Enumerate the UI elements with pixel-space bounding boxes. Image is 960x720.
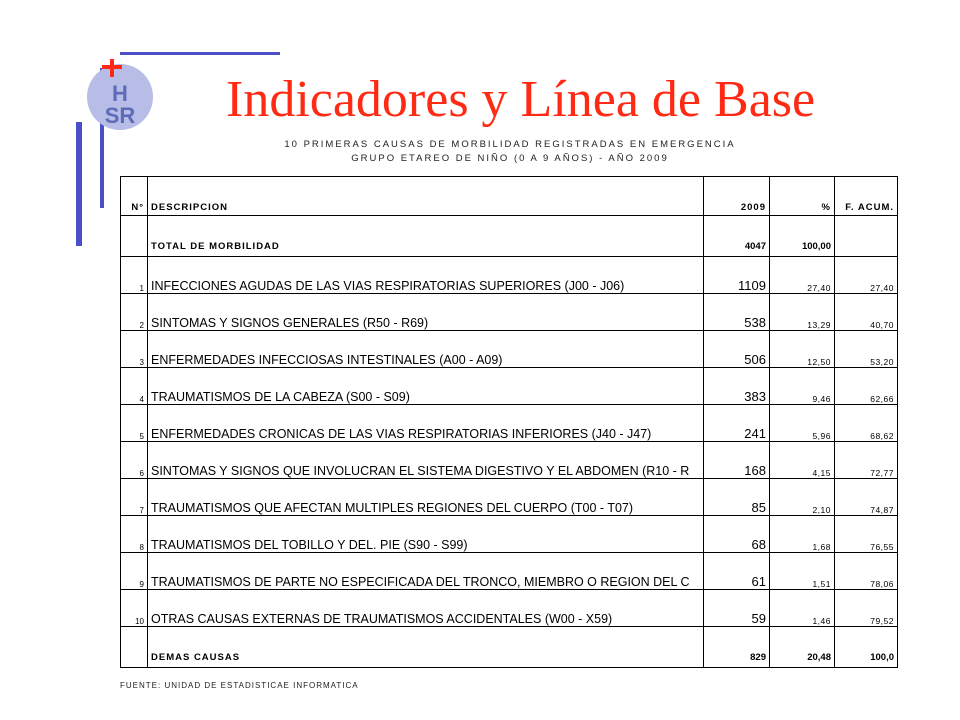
row-2009: 68 xyxy=(704,516,770,553)
row-description: OTRAS CAUSAS EXTERNAS DE TRAUMATISMOS ACCIDENTALES (W00 - X59) xyxy=(148,590,704,627)
hospital-logo xyxy=(82,55,158,131)
total-2009: 4047 xyxy=(704,216,770,257)
row-description: ENFERMEDADES CRONICAS DE LAS VIAS RESPIRATORIAS INFERIORES (J40 - J47) xyxy=(148,405,704,442)
row-accum: 62,66 xyxy=(835,368,898,405)
source-footer: FUENTE: UNIDAD DE ESTADISTICAE INFORMATICA xyxy=(120,681,359,690)
row-description: ENFERMEDADES INFECCIOSAS INTESTINALES (A00 - A09) xyxy=(148,331,704,368)
row-description: TRAUMATISMOS DE PARTE NO ESPECIFICADA DEL TRONCO, MIEMBRO O REGION DEL C xyxy=(148,553,704,590)
row-2009: 168 xyxy=(704,442,770,479)
decorative-vertical-bar xyxy=(76,122,82,246)
table-row xyxy=(121,479,898,516)
row-description: INFECCIONES AGUDAS DE LAS VIAS RESPIRATORIAS SUPERIORES (J00 - J06) xyxy=(148,257,704,294)
row-2009: 85 xyxy=(704,479,770,516)
row-n: 5 xyxy=(121,405,148,442)
total-percent: 100,00 xyxy=(770,216,835,257)
table-row xyxy=(121,553,898,590)
row-percent: 5,96 xyxy=(770,405,835,442)
row-percent: 1,68 xyxy=(770,516,835,553)
row-2009: 1109 xyxy=(704,257,770,294)
row-description: TRAUMATISMOS DE LA CABEZA (S00 - S09) xyxy=(148,368,704,405)
demas-causas-row xyxy=(121,627,898,668)
row-2009: 383 xyxy=(704,368,770,405)
table-subtitle-line2: GRUPO ETAREO DE NIÑO (0 A 9 AÑOS) - AÑO 2009 xyxy=(351,153,669,164)
table-row xyxy=(121,331,898,368)
row-percent: 1,51 xyxy=(770,553,835,590)
demas-n xyxy=(121,627,148,668)
header-description: DESCRIPCION xyxy=(148,177,704,216)
row-percent: 4,15 xyxy=(770,442,835,479)
demas-2009: 829 xyxy=(704,627,770,668)
row-description: SINTOMAS Y SIGNOS QUE INVOLUCRAN EL SISTEMA DIGESTIVO Y EL ABDOMEN (R10 - R xyxy=(148,442,704,479)
table-row xyxy=(121,257,898,294)
row-description: TRAUMATISMOS DEL TOBILLO Y DEL. PIE (S90 - S99) xyxy=(148,516,704,553)
header-accum: F. ACUM. xyxy=(835,177,898,216)
header-n: N° xyxy=(121,177,148,216)
row-description: TRAUMATISMOS QUE AFECTAN MULTIPLES REGIONES DEL CUERPO (T00 - T07) xyxy=(148,479,704,516)
row-n: 3 xyxy=(121,331,148,368)
header-2009: 2009 xyxy=(704,177,770,216)
row-n: 7 xyxy=(121,479,148,516)
table-subtitle-line1: 10 PRIMERAS CAUSAS DE MORBILIDAD REGISTRADAS EN EMERGENCIA xyxy=(284,139,736,150)
row-accum: 72,77 xyxy=(835,442,898,479)
table-header-row xyxy=(121,177,898,216)
table-row xyxy=(121,294,898,331)
header-percent: % xyxy=(770,177,835,216)
total-accum xyxy=(835,216,898,257)
table-row xyxy=(121,442,898,479)
row-percent: 1,46 xyxy=(770,590,835,627)
row-2009: 61 xyxy=(704,553,770,590)
total-description: TOTAL DE MORBILIDAD xyxy=(148,216,704,257)
row-n: 10 xyxy=(121,590,148,627)
row-2009: 241 xyxy=(704,405,770,442)
row-2009: 538 xyxy=(704,294,770,331)
row-accum: 78,06 xyxy=(835,553,898,590)
row-accum: 40,70 xyxy=(835,294,898,331)
row-description: SINTOMAS Y SIGNOS GENERALES (R50 - R69) xyxy=(148,294,704,331)
svg-text:H: H xyxy=(112,81,128,106)
demas-description: DEMAS CAUSAS xyxy=(148,627,704,668)
row-accum: 79,52 xyxy=(835,590,898,627)
row-n: 8 xyxy=(121,516,148,553)
morbidity-table xyxy=(120,176,898,668)
table-row xyxy=(121,368,898,405)
row-percent: 27,40 xyxy=(770,257,835,294)
table-row xyxy=(121,590,898,627)
row-accum: 53,20 xyxy=(835,331,898,368)
row-2009: 59 xyxy=(704,590,770,627)
row-accum: 76,55 xyxy=(835,516,898,553)
total-row xyxy=(121,216,898,257)
row-n: 2 xyxy=(121,294,148,331)
table-row xyxy=(121,516,898,553)
total-n xyxy=(121,216,148,257)
row-accum: 68,62 xyxy=(835,405,898,442)
row-percent: 13,29 xyxy=(770,294,835,331)
row-n: 4 xyxy=(121,368,148,405)
row-accum: 74,87 xyxy=(835,479,898,516)
row-n: 6 xyxy=(121,442,148,479)
table-row xyxy=(121,405,898,442)
row-accum: 27,40 xyxy=(835,257,898,294)
demas-accum: 100,0 xyxy=(835,627,898,668)
row-n: 9 xyxy=(121,553,148,590)
row-2009: 506 xyxy=(704,331,770,368)
demas-percent: 20,48 xyxy=(770,627,835,668)
row-percent: 2,10 xyxy=(770,479,835,516)
svg-text:SR: SR xyxy=(104,103,136,128)
slide-title: Indicadores y Línea de Base xyxy=(226,71,816,128)
row-n: 1 xyxy=(121,257,148,294)
row-percent: 9,46 xyxy=(770,368,835,405)
row-percent: 12,50 xyxy=(770,331,835,368)
